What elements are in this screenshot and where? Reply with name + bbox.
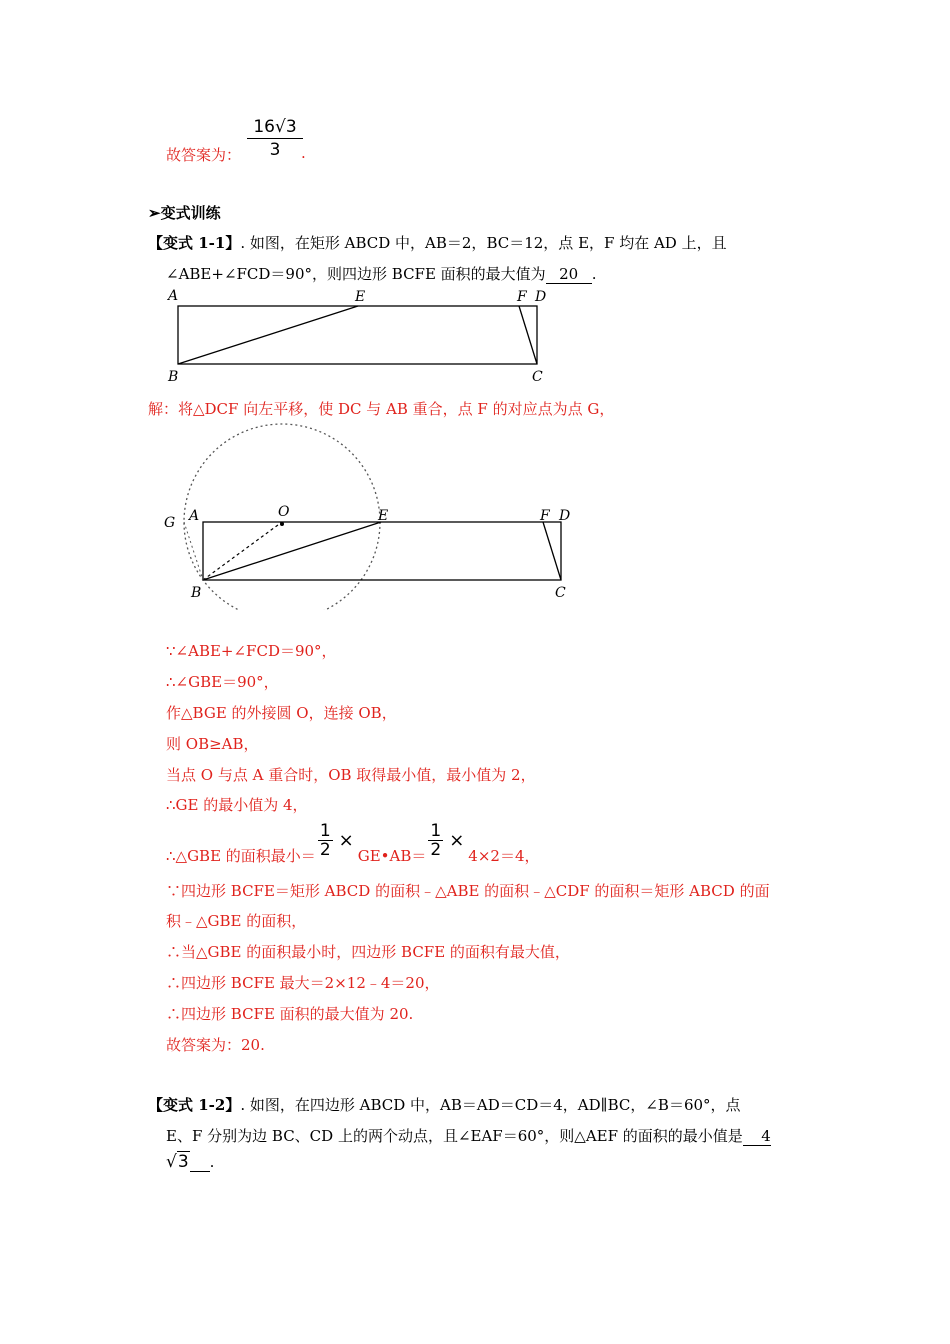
label-e: E	[378, 508, 389, 524]
problem-text: . 如图，在矩形 ABCD 中，AB＝2，BC＝12，点 E，F 均在 AD 上，且	[240, 234, 727, 252]
label-b: B	[191, 585, 202, 601]
label-f: F	[517, 289, 527, 305]
solution-step-2: ∴∠GBE＝90°，	[166, 673, 279, 691]
point-o	[280, 522, 284, 526]
problem-tag: 【变式 1-1】	[148, 234, 241, 252]
segment-be	[203, 522, 381, 580]
rectangle-abcd	[178, 306, 537, 364]
half-fraction: $\frac{1}{2}$	[430, 821, 442, 860]
label-e: E	[355, 289, 366, 305]
problem-1-2-line3	[166, 1152, 214, 1172]
label-d: D	[559, 508, 571, 524]
solution-step-8: ∵四边形 BCFE＝矩形 ABCD 的面积﹣△ABE 的面积﹣△CDF 的面积＝矩形 ABCD 的面	[166, 882, 770, 900]
problem-text: ∠ABE+∠FCD＝90°，则四边形 BCFE 面积的最大值为	[166, 265, 546, 283]
fraction-numerator: 16√3	[247, 116, 303, 139]
problem-text: . 如图，在四边形 ABCD 中，AB＝AD＝CD＝4，AD∥BC，∠B＝60°，点	[240, 1096, 741, 1114]
circle-figure-2	[150, 420, 580, 610]
answer-fraction	[247, 116, 303, 161]
rectangle-abcd	[203, 522, 561, 580]
times-sign: ×	[449, 830, 465, 851]
solution-step-4: 则 OB≥AB，	[166, 735, 259, 753]
solution-step-1: ∵∠ABE+∠FCD＝90°，	[166, 642, 337, 660]
segment-be	[178, 306, 358, 364]
solution-step-5: 当点 O 与点 A 重合时，OB 取得最小值，最小值为 2，	[166, 766, 536, 784]
label-d: D	[535, 289, 547, 305]
label-a: A	[168, 288, 179, 304]
solution-step-3: 作△BGE 的外接圆 O，连接 OB，	[166, 704, 397, 722]
sqrt-radicand: 3	[177, 1152, 189, 1172]
label-f: F	[540, 508, 550, 524]
problem-1-1-line2	[166, 263, 596, 284]
problem-tag: 【变式 1-2】	[148, 1096, 241, 1114]
problem-text: .	[591, 265, 597, 283]
step-text: 4×2＝4，	[468, 847, 540, 865]
problem-text: E、F 分别为边 BC、CD 上的两个动点，且∠EAF＝60°，则△AEF 的面积的最小值是	[166, 1127, 743, 1145]
solution-step-11: ∴四边形 BCFE 面积的最大值为 20.	[166, 1005, 414, 1023]
times-sign: ×	[338, 830, 354, 851]
fraction-denominator: 3	[269, 140, 281, 160]
solution-answer: 故答案为：20.	[166, 1036, 265, 1054]
answer-blank: 4	[743, 1127, 771, 1146]
solution-intro: 解：将△DCF 向左平移，使 DC 与 AB 重合，点 F 的对应点为点 G，	[148, 400, 615, 418]
problem-1-2-line1	[148, 1094, 741, 1115]
problem-1-2-line2	[166, 1125, 771, 1146]
segment-fc	[519, 306, 537, 364]
answer-period: .	[301, 144, 306, 162]
section-title: ➢变式训练	[148, 204, 221, 222]
label-b: B	[168, 369, 179, 385]
answer-blank-end	[190, 1153, 210, 1172]
segment-gb	[184, 522, 203, 580]
segment-ob	[203, 522, 282, 580]
solution-step-10: ∴四边形 BCFE 最大＝2×12﹣4＝20，	[166, 974, 440, 992]
solution-step-8b: 积﹣△GBE 的面积，	[166, 912, 307, 930]
solution-step-9: ∴当△GBE 的面积最小时，四边形 BCFE 的面积有最大值，	[166, 943, 570, 961]
label-g: G	[164, 515, 176, 531]
half-fraction: $\frac{1}{2}$	[319, 821, 331, 860]
label-a: A	[189, 508, 200, 524]
answer-label: 故答案为：	[166, 146, 242, 164]
step-text: ∴△GBE 的面积最小＝	[166, 847, 316, 865]
sqrt-symbol: √3	[166, 1152, 189, 1172]
answer-blank: 20	[546, 265, 592, 284]
label-c: C	[532, 369, 543, 385]
problem-text: .	[209, 1153, 215, 1171]
solution-step-6: ∴GE 的最小值为 4，	[166, 796, 308, 814]
label-c: C	[555, 585, 566, 601]
problem-1-1-line1	[148, 232, 727, 253]
rectangle-figure-1	[160, 284, 560, 386]
segment-fc	[543, 522, 561, 580]
step-text: GE•AB＝	[357, 847, 427, 865]
label-o: O	[278, 504, 290, 520]
solution-step-7	[166, 822, 540, 866]
